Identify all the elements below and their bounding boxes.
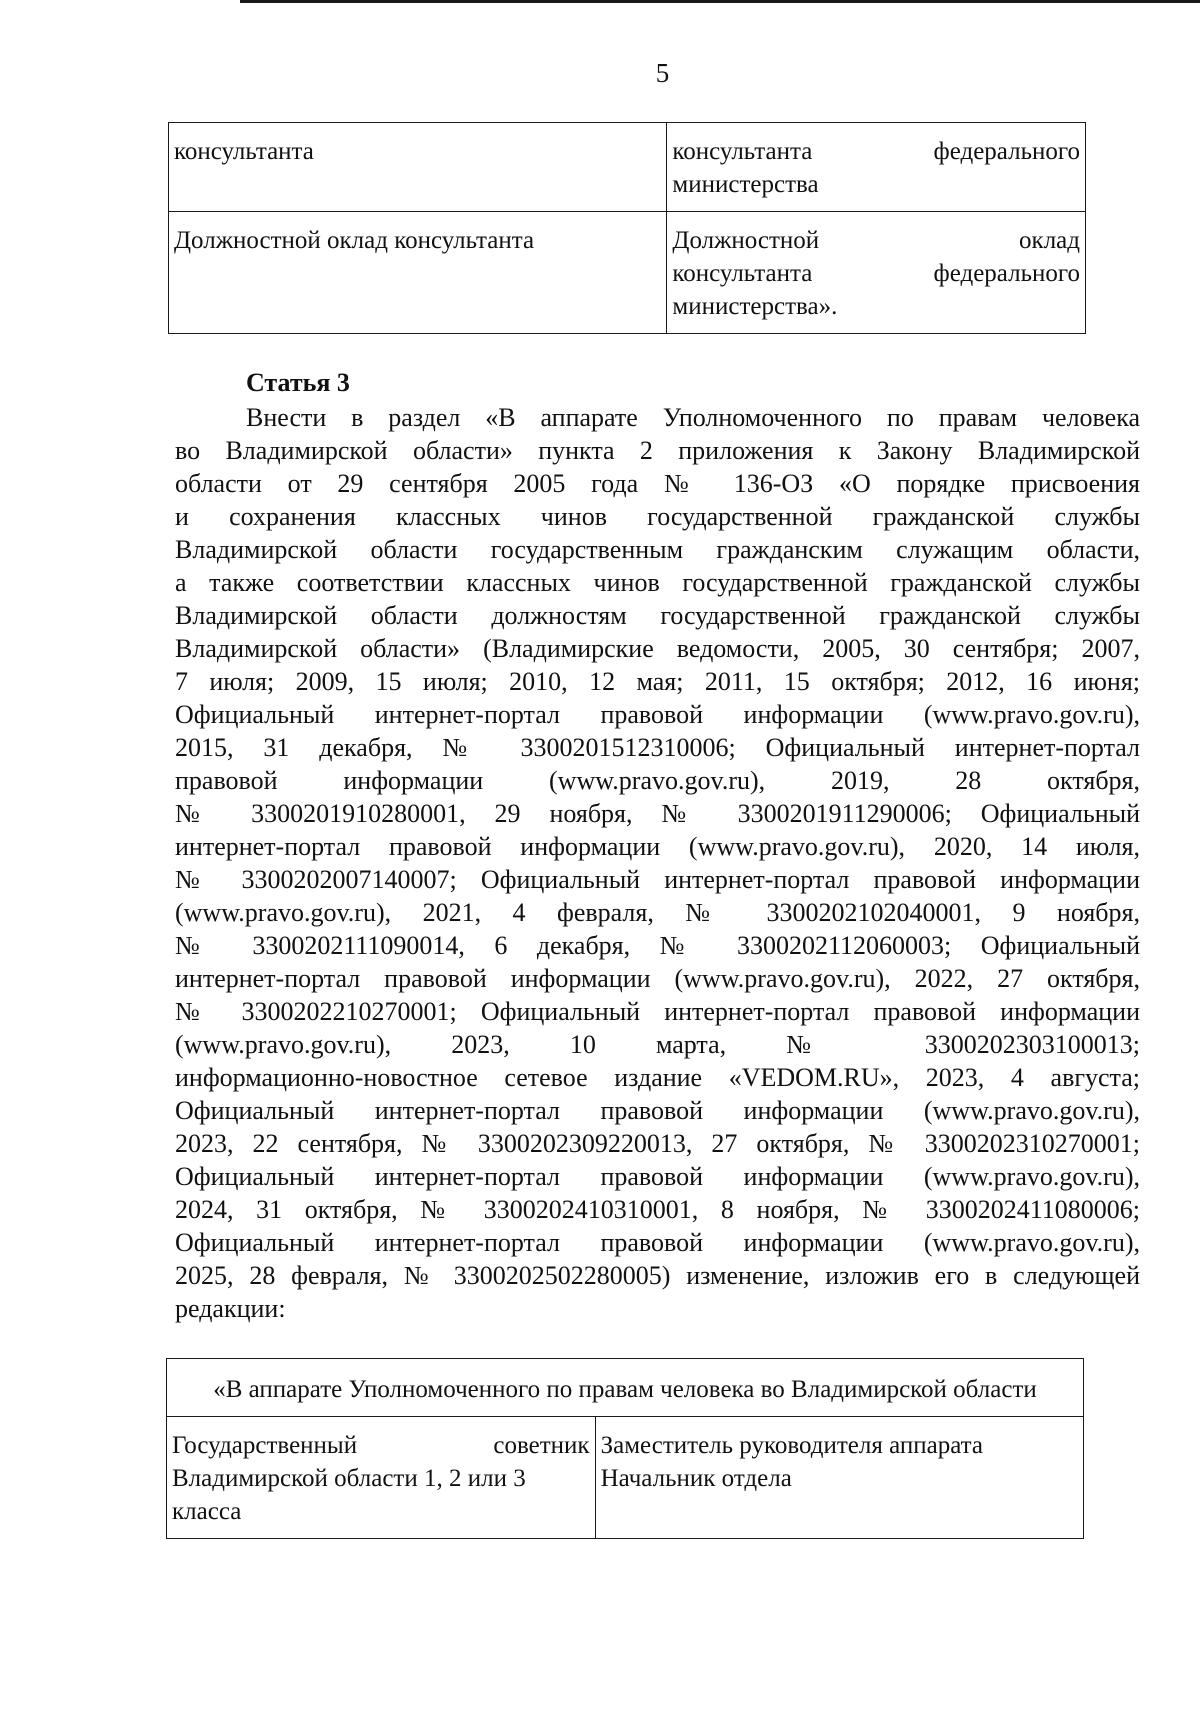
article-line: Официальный интернет-портал правовой информации (www.pravo.gov.ru), [175,700,1140,729]
article-heading: Статья 3 [246,368,350,397]
article-line: информационно-новостное сетевое издание «VEDOM.RU», 2023, 4 августа; [175,1063,1140,1092]
article-line: № 3300202210270001; Официальный интернет-портал правовой информации [175,997,1140,1026]
page-number: 5 [655,58,670,88]
cell-line: Начальник отдела [600,1465,792,1492]
article-line: Официальный интернет-портал правовой информации (www.pravo.gov.ru), [175,1096,1140,1125]
ombudsman-office-grade-table [166,1358,1084,1539]
top-border-line [240,0,1200,3]
article-line: № 3300202111090014, 6 декабря, № 3300202112060003; Официальный [175,931,1140,960]
cell-line: консультанта федерального [672,138,1080,165]
cell-line: класса [172,1498,242,1525]
table-cell [595,1417,1083,1539]
cell-line: министерства». [672,293,838,320]
cell-line: министерства [672,171,819,198]
table-header-cell: «В аппарате Уполномоченного по правам человека во Владимирской области [167,1359,1084,1417]
grade-correspondence-table-continued [168,122,1086,334]
table-cell [169,123,667,212]
article-line: интернет-портал правовой информации (www.pravo.gov.ru), 2020, 14 июля, [175,832,1140,861]
article-line: (www.pravo.gov.ru), 2023, 10 марта, № 3300202303100013; [175,1030,1140,1059]
article-line: Владимирской области» (Владимирские ведомости, 2005, 30 сентября; 2007, [175,634,1140,663]
article-line: Владимирской области должностям государственной гражданской службы [175,601,1140,630]
cell-line: Владимирской области 1, 2 или 3 [172,1465,526,1492]
article-line: области от 29 сентября 2005 года № 136-ОЗ «О порядке присвоения [175,469,1140,498]
article-line: интернет-портал правовой информации (www.pravo.gov.ru), 2022, 27 октября, [175,964,1140,993]
cell-line: Должностной оклад [672,227,1080,254]
article-line: 2015, 31 декабря, № 3300201512310006; Официальный интернет-портал [175,733,1140,762]
cell-line: Государственный советник [172,1432,590,1459]
article-line: 7 июля; 2009, 15 июля; 2010, 12 мая; 2011, 15 октября; 2012, 16 июня; [175,667,1140,696]
article-line: Официальный интернет-портал правовой информации (www.pravo.gov.ru), [175,1228,1140,1257]
table-cell [169,212,667,334]
article-line: а также соответствии классных чинов государственной гражданской службы [175,568,1140,597]
article-line: 2024, 31 октября, № 3300202410310001, 8 ноября, № 3300202411080006; [175,1195,1140,1224]
table-row [169,123,1086,212]
article-line: Владимирской области государственным гражданским служащим области, [175,535,1140,564]
table-row [167,1417,1084,1539]
article-line: и сохранения классных чинов государственной гражданской службы [175,502,1140,531]
article-line: во Владимирской области» пункта 2 приложения к Закону Владимирской [175,436,1140,465]
cell-line: консультанта федерального [672,260,1080,287]
article-line: № 3300202007140007; Официальный интернет-портал правовой информации [175,865,1140,894]
article-line: № 3300201910280001, 29 ноября, № 3300201911290006; Официальный [175,799,1140,828]
article-line: Официальный интернет-портал правовой информации (www.pravo.gov.ru), [175,1162,1140,1191]
cell-line: Должностной оклад консультанта [174,227,535,254]
article-body [175,401,1140,1325]
table-cell [667,212,1086,334]
article-line: Внести в раздел «В аппарате Уполномоченного по правам человека [246,403,1140,432]
article-line: 2025, 28 февраля, № 3300202502280005) изменение, изложив его в следующей [175,1261,1140,1290]
article-line: 2023, 22 сентября, № 3300202309220013, 27 октября, № 3300202310270001; [175,1129,1140,1158]
article-line: (www.pravo.gov.ru), 2021, 4 февраля, № 3300202102040001, 9 ноября, [175,898,1140,927]
cell-line: Заместитель руководителя аппарата [600,1432,983,1459]
table-row [169,212,1086,334]
table-cell [667,123,1086,212]
article-line: правовой информации (www.pravo.gov.ru), 2019, 28 октября, [175,766,1140,795]
article-line: редакции: [175,1294,286,1323]
table-header-row [167,1359,1084,1417]
cell-line: консультанта [174,138,314,165]
table-cell [167,1417,596,1539]
